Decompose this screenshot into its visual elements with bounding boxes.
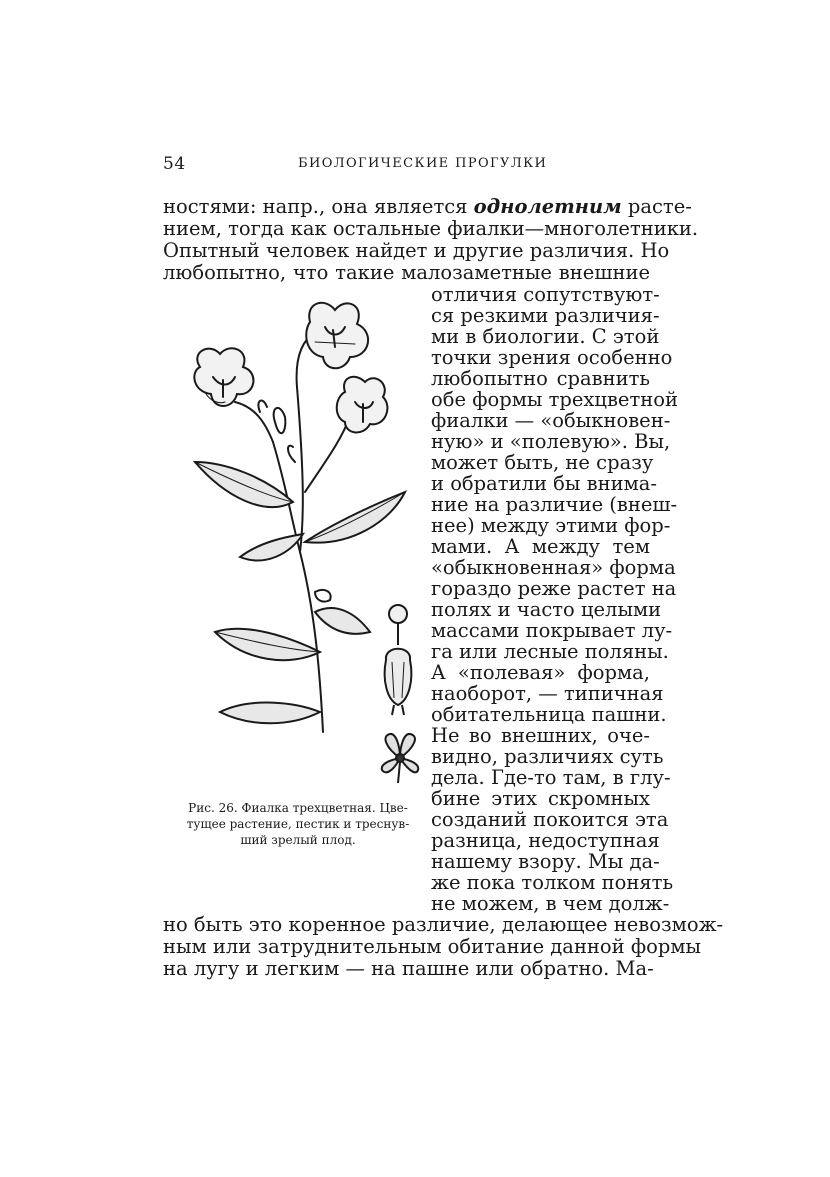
body-line: мами. А между тем	[431, 535, 650, 558]
body-line: на лугу и легким — на пашне или обратно. Ма-	[163, 957, 654, 980]
body-line: ние на различие (внеш-	[431, 493, 678, 516]
body-line: ным или затруднительным обитание данной формы	[163, 935, 702, 958]
body-line: нее) между этими фор-	[431, 514, 671, 537]
body-line: обитательница пашни.	[431, 703, 667, 726]
body-line: любопытно, что такие малозаметные внешние	[163, 261, 650, 284]
caption-line: тущее растение, пестик и треснув-	[186, 817, 410, 831]
flower-right	[337, 377, 388, 433]
leaf-6	[220, 703, 320, 724]
body-line: видно, различиях суть	[431, 745, 664, 768]
running-title: БИОЛОГИЧЕСКИЕ ПРОГУЛКИ	[298, 156, 548, 171]
body-line: дела. Где-то там, в глу-	[431, 766, 671, 789]
body-line: ную» и «полевую». Вы,	[431, 430, 671, 453]
body-line: бине этих скромных	[431, 787, 650, 810]
flower-top	[306, 303, 368, 368]
pistil-illustration	[374, 600, 424, 720]
caption-line: Рис. 26. Фиалка трехцветная. Цве-	[188, 801, 408, 815]
figure-caption	[163, 800, 433, 848]
leaf-3	[240, 534, 303, 560]
body-line: может быть, не сразу	[431, 451, 654, 474]
body-line: ми в биологии. С этой	[431, 325, 660, 348]
body-line: нием, тогда как остальные фиалки—многолетники.	[163, 217, 699, 240]
body-line: га или лесные поляны.	[431, 640, 669, 663]
body-line: любопытно сравнить	[431, 367, 650, 390]
leaf-5	[315, 608, 370, 634]
split-fruit-illustration	[376, 728, 424, 788]
body-line: Не во внешних, оче-	[431, 724, 650, 747]
body-line: наоборот, — типичная	[431, 682, 664, 705]
body-line: полях и часто целыми	[431, 598, 662, 621]
body-line: разница, недоступная	[431, 829, 660, 852]
leaf-2	[305, 492, 405, 543]
body-line: массами покрывает лу-	[431, 619, 673, 642]
body-line: Опытный человек найдет и другие различия. Но	[163, 239, 670, 262]
body-line: созданий покоится эта	[431, 808, 669, 831]
body-line: и обратили бы внима-	[431, 472, 657, 495]
body-line: «обыкновенная» форма	[431, 556, 676, 579]
body-line-1: ностями: напр., она является однолетним расте-	[163, 195, 692, 218]
body-line: не можем, в чем долж-	[431, 892, 670, 915]
emphasis-word: однолетним	[473, 195, 622, 218]
body-line: гораздо реже растет на	[431, 577, 677, 600]
body-line: фиалки — «обыкновен-	[431, 409, 671, 432]
leaf-1	[195, 462, 293, 507]
body-line: точки зрения особенно	[431, 346, 673, 369]
body-line: ся резкими различия-	[431, 304, 660, 327]
body-line: нашему взору. Мы да-	[431, 850, 660, 873]
page-number: 54	[163, 154, 186, 174]
body-line: но быть это коренное различие, делающее невозмож-	[163, 913, 724, 936]
flower-left	[194, 348, 253, 406]
body-line: же пока толком понять	[431, 871, 674, 894]
body-line: обе формы трехцветной	[431, 388, 678, 411]
body-line: А «полевая» форма,	[431, 661, 650, 684]
leaf-4	[215, 629, 320, 660]
body-line: отличия сопутствуют-	[431, 283, 660, 306]
caption-line: ший зрелый плод.	[240, 833, 356, 847]
